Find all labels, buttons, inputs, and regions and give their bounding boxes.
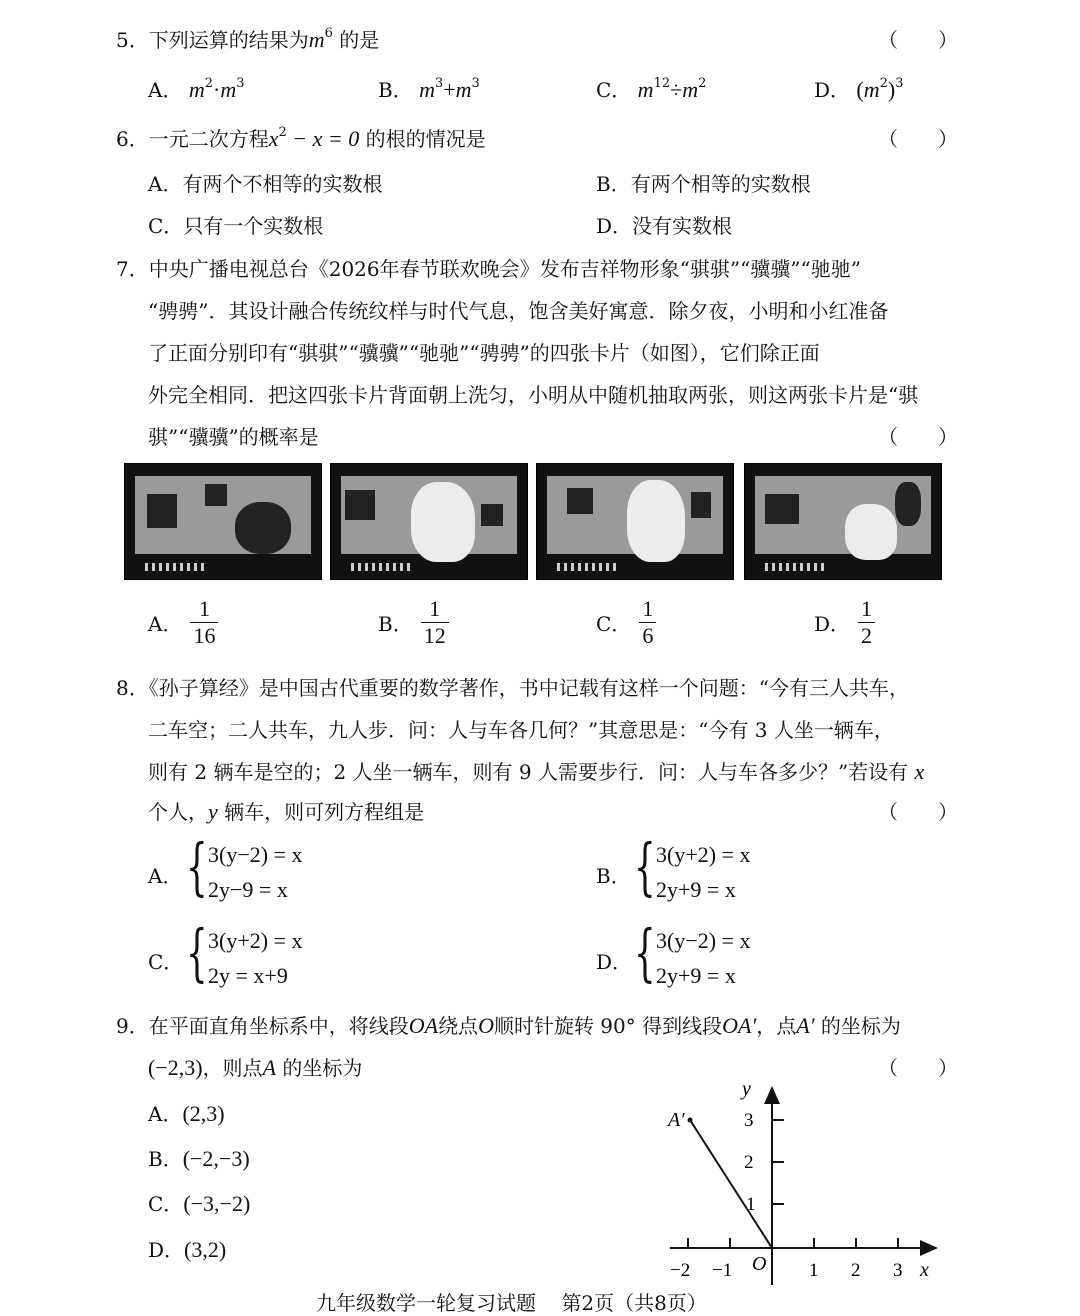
- option-text: (−2,−3): [182, 1146, 250, 1171]
- q5-stem-tail: 的是: [339, 28, 380, 52]
- q9-coordinate-figure: [660, 1080, 960, 1290]
- option-label: D．: [148, 1238, 185, 1262]
- q7-answer-bracket[interactable]: （ ）: [878, 425, 958, 449]
- card-dots: [351, 563, 411, 571]
- equation-1: 3(y+2) = x: [656, 842, 751, 867]
- exp: 2: [698, 76, 707, 91]
- option-text: (2,3): [182, 1101, 225, 1126]
- page-footer: [316, 1287, 707, 1316]
- card-pattern: [567, 488, 593, 514]
- exp: 2: [879, 76, 888, 91]
- text: 的坐标为: [282, 1056, 363, 1080]
- q7-option-d[interactable]: [814, 596, 875, 649]
- segment-oa: OA: [408, 1013, 439, 1038]
- option-text: 只有一个实数根: [183, 214, 324, 238]
- mascot-card-chengcheng: [744, 463, 942, 580]
- q7-line-4: 外完全相同．把这四张卡片背面朝上洗匀，小明从中随机抽取两张，则这两张卡片是“骐: [148, 383, 919, 407]
- operator: ÷: [670, 77, 683, 102]
- mascot-figure: [627, 480, 685, 562]
- mascot-figure: [411, 482, 475, 562]
- segment-oa-prime: OA′: [722, 1013, 757, 1038]
- q8-line-2: 二车空；二人共车，九人步．问：人与车各几何？”其意思是：“今有 3 人坐一辆车，: [148, 718, 894, 742]
- card-pattern: [765, 494, 799, 524]
- option-label: B．: [378, 612, 413, 636]
- card-dots: [557, 563, 617, 571]
- q6-eq-var: x: [268, 126, 279, 151]
- option-label: D．: [814, 612, 851, 636]
- exp: 2: [204, 76, 213, 91]
- coordinate: (−2,3): [148, 1055, 203, 1080]
- y-tick-label: 2: [744, 1152, 754, 1173]
- q7-option-a[interactable]: [148, 596, 218, 649]
- q9-option-b[interactable]: [148, 1143, 250, 1172]
- card-pattern: [205, 484, 227, 506]
- exp: 12: [653, 76, 671, 91]
- paren: (: [856, 77, 864, 102]
- x-tick-label: −2: [670, 1260, 691, 1281]
- q8-line-4: [148, 796, 424, 825]
- q6-stem-tail: 的根的情况是: [365, 127, 486, 151]
- card-dots: [765, 563, 825, 571]
- option-label: A．: [148, 612, 183, 636]
- q6-eq-rest: − x = 0: [286, 126, 360, 151]
- operator: ·: [212, 77, 221, 102]
- point-o: O: [478, 1013, 494, 1038]
- numerator: 1: [190, 596, 218, 623]
- q8-line-3-text: 则有 2 辆车是空的；2 人坐一辆车，则有 9 人需要步行．问：人与车各多少？”若设有: [148, 760, 909, 784]
- q8-option-b-label[interactable]: B．: [596, 864, 631, 888]
- q5-option-d[interactable]: [814, 74, 904, 103]
- x-tick-label: 2: [851, 1260, 861, 1281]
- option-text: 有两个不相等的实数根: [182, 172, 383, 196]
- text: 顺时针旋转 90° 得到线段: [493, 1014, 723, 1038]
- q5-stem: [116, 24, 379, 53]
- equation-1: 3(y−2) = x: [208, 842, 303, 867]
- q6-option-a[interactable]: [148, 168, 382, 197]
- y-tick-label: 1: [746, 1194, 756, 1215]
- fraction: [421, 596, 449, 649]
- exp: 3: [434, 76, 444, 91]
- denominator: 2: [861, 623, 873, 648]
- mascot-tail: [895, 482, 921, 526]
- brace-icon: {: [186, 830, 208, 903]
- option-text: (−3,−2): [183, 1191, 251, 1216]
- base: m: [188, 77, 205, 102]
- denominator: 16: [193, 623, 216, 648]
- card-pattern: [691, 492, 711, 518]
- numerator: 1: [858, 596, 875, 623]
- q9-answer-bracket[interactable]: （ ）: [878, 1056, 958, 1080]
- equation-1: 3(y+2) = x: [208, 928, 303, 953]
- q9-option-c[interactable]: [148, 1188, 250, 1217]
- option-text: 有两个相等的实数根: [630, 172, 811, 196]
- exp: 3: [236, 76, 245, 91]
- q5-option-a[interactable]: [148, 74, 244, 103]
- brace-icon: {: [634, 916, 656, 989]
- text: ，点: [756, 1014, 797, 1038]
- numerator: 1: [639, 596, 656, 623]
- option-label: D．: [596, 214, 633, 238]
- q7-line-1: 7．中央广播电视总台《2026年春节联欢晚会》发布吉祥物形象“骐骐”“骥骥”“驰驰”: [116, 257, 861, 281]
- mascot-card-chichi: [536, 463, 734, 580]
- q8-line-4-tail: 辆车，则可列方程组是: [224, 800, 425, 824]
- exp: 3: [895, 76, 904, 91]
- q7-option-b[interactable]: [378, 596, 449, 649]
- q8-option-d-label[interactable]: D．: [596, 950, 633, 974]
- option-label: B．: [148, 1147, 183, 1171]
- point-a: A: [262, 1055, 277, 1080]
- paren: ): [887, 77, 896, 102]
- option-label: A．: [148, 78, 183, 102]
- option-text: (3,2): [184, 1237, 227, 1262]
- q6-option-d[interactable]: [596, 210, 732, 239]
- equation-2: 2y+9 = x: [656, 877, 736, 902]
- brace-icon: {: [634, 830, 656, 903]
- card-pattern: [345, 490, 375, 520]
- option-label: B．: [596, 172, 631, 196]
- q6-option-c[interactable]: [148, 210, 323, 239]
- point-a-prime-dot: [688, 1118, 693, 1123]
- equation-2: 2y = x+9: [208, 963, 288, 988]
- base: m: [419, 77, 435, 102]
- footer-title: 九年级数学一轮复习试题: [316, 1291, 536, 1315]
- mascot-card-jiji: [330, 463, 528, 580]
- q7-option-c[interactable]: [596, 596, 656, 649]
- q5-option-b[interactable]: [378, 74, 480, 103]
- operator: +: [443, 77, 456, 102]
- fraction: [858, 596, 875, 649]
- q5-stem-exp: 6: [324, 26, 333, 41]
- base: m: [220, 77, 237, 102]
- exp: 3: [471, 76, 480, 91]
- footer-page-number: 第2页（共8页）: [561, 1291, 707, 1315]
- base: m: [863, 77, 880, 102]
- equation-2: 2y−9 = x: [208, 877, 288, 902]
- y-tick-label: 3: [744, 1110, 754, 1131]
- equation-1: 3(y−2) = x: [656, 928, 751, 953]
- card-dots: [145, 563, 205, 571]
- y-axis-label: y: [742, 1080, 751, 1100]
- mascot-figure: [235, 502, 291, 554]
- text: 的坐标为: [820, 1014, 901, 1038]
- q7-line-3: 了正面分别印有“骐骐”“骥骥”“驰驰”“骋骋”的四张卡片（如图），它们除正面: [148, 341, 820, 365]
- x-tick-label: 1: [809, 1260, 819, 1281]
- denominator: 12: [423, 623, 446, 648]
- q8-var-y: y: [208, 799, 218, 824]
- option-label: D．: [814, 78, 851, 102]
- q9-line-2: [148, 1052, 362, 1081]
- q8-line-3: [148, 756, 924, 785]
- q6-option-b[interactable]: [596, 168, 811, 197]
- base: m: [637, 77, 654, 102]
- q7-line-2: “骋骋”．其设计融合传统纹样与时代气息，饱含美好寓意．除夕夜，小明和小红准备: [148, 299, 889, 323]
- mascot-silhouette: [147, 494, 177, 528]
- q6-stem: [116, 123, 486, 152]
- mascot-card-qiqi: [124, 463, 322, 580]
- q9-option-d[interactable]: [148, 1234, 226, 1263]
- option-text: 没有实数根: [632, 214, 733, 238]
- option-label: C．: [596, 612, 632, 636]
- q8-option-a-label[interactable]: A．: [148, 864, 183, 888]
- option-label: A．: [148, 1102, 183, 1126]
- mascot-figure: [845, 504, 897, 560]
- fraction: [639, 596, 656, 649]
- q5-stem-var: m: [308, 27, 325, 52]
- x-tick-label: −1: [712, 1260, 733, 1281]
- option-label: B．: [378, 78, 413, 102]
- point-a-prime-label: A′: [668, 1109, 685, 1131]
- denominator: 6: [642, 623, 654, 648]
- q9-line-1: [116, 1010, 901, 1039]
- q6-eq-exp: 2: [278, 125, 287, 140]
- option-label: C．: [148, 1192, 184, 1216]
- brace-icon: {: [186, 916, 208, 989]
- q8-answer-bracket[interactable]: （ ）: [878, 800, 958, 824]
- text: 9．在平面直角坐标系中，将线段: [116, 1014, 409, 1038]
- q5-stem-text: 5．下列运算的结果为: [116, 28, 309, 52]
- q5-answer-bracket[interactable]: （ ）: [878, 28, 958, 52]
- q6-stem-text: 6．一元二次方程: [116, 127, 269, 151]
- q6-answer-bracket[interactable]: （ ）: [878, 127, 958, 151]
- option-label: C．: [148, 214, 184, 238]
- origin-label: O: [752, 1253, 767, 1275]
- base: m: [455, 77, 472, 102]
- point-a-prime: A′: [796, 1013, 815, 1038]
- segment-oa-prime-line: [690, 1120, 772, 1248]
- text: 绕点: [438, 1014, 479, 1038]
- option-label: A．: [148, 172, 183, 196]
- option-label: C．: [596, 78, 632, 102]
- q8-var-x: x: [914, 759, 925, 784]
- fraction: [190, 596, 218, 649]
- q8-line-4-text: 个人，: [148, 800, 208, 824]
- q9-option-a[interactable]: [148, 1098, 225, 1127]
- base: m: [682, 77, 699, 102]
- card-pattern: [481, 504, 503, 526]
- q8-option-c-label[interactable]: C．: [148, 950, 184, 974]
- numerator: 1: [421, 596, 449, 623]
- equation-2: 2y+9 = x: [656, 963, 736, 988]
- x-axis-label: x: [920, 1259, 929, 1281]
- q7-line-5: 骐”“骥骥”的概率是: [148, 425, 319, 449]
- q8-line-1: 8．《孙子算经》是中国古代重要的数学著作，书中记载有这样一个问题：“今有三人共车，: [116, 676, 909, 700]
- text: ，则点: [202, 1056, 263, 1080]
- x-tick-label: 3: [893, 1260, 903, 1281]
- q5-option-c[interactable]: [596, 74, 706, 103]
